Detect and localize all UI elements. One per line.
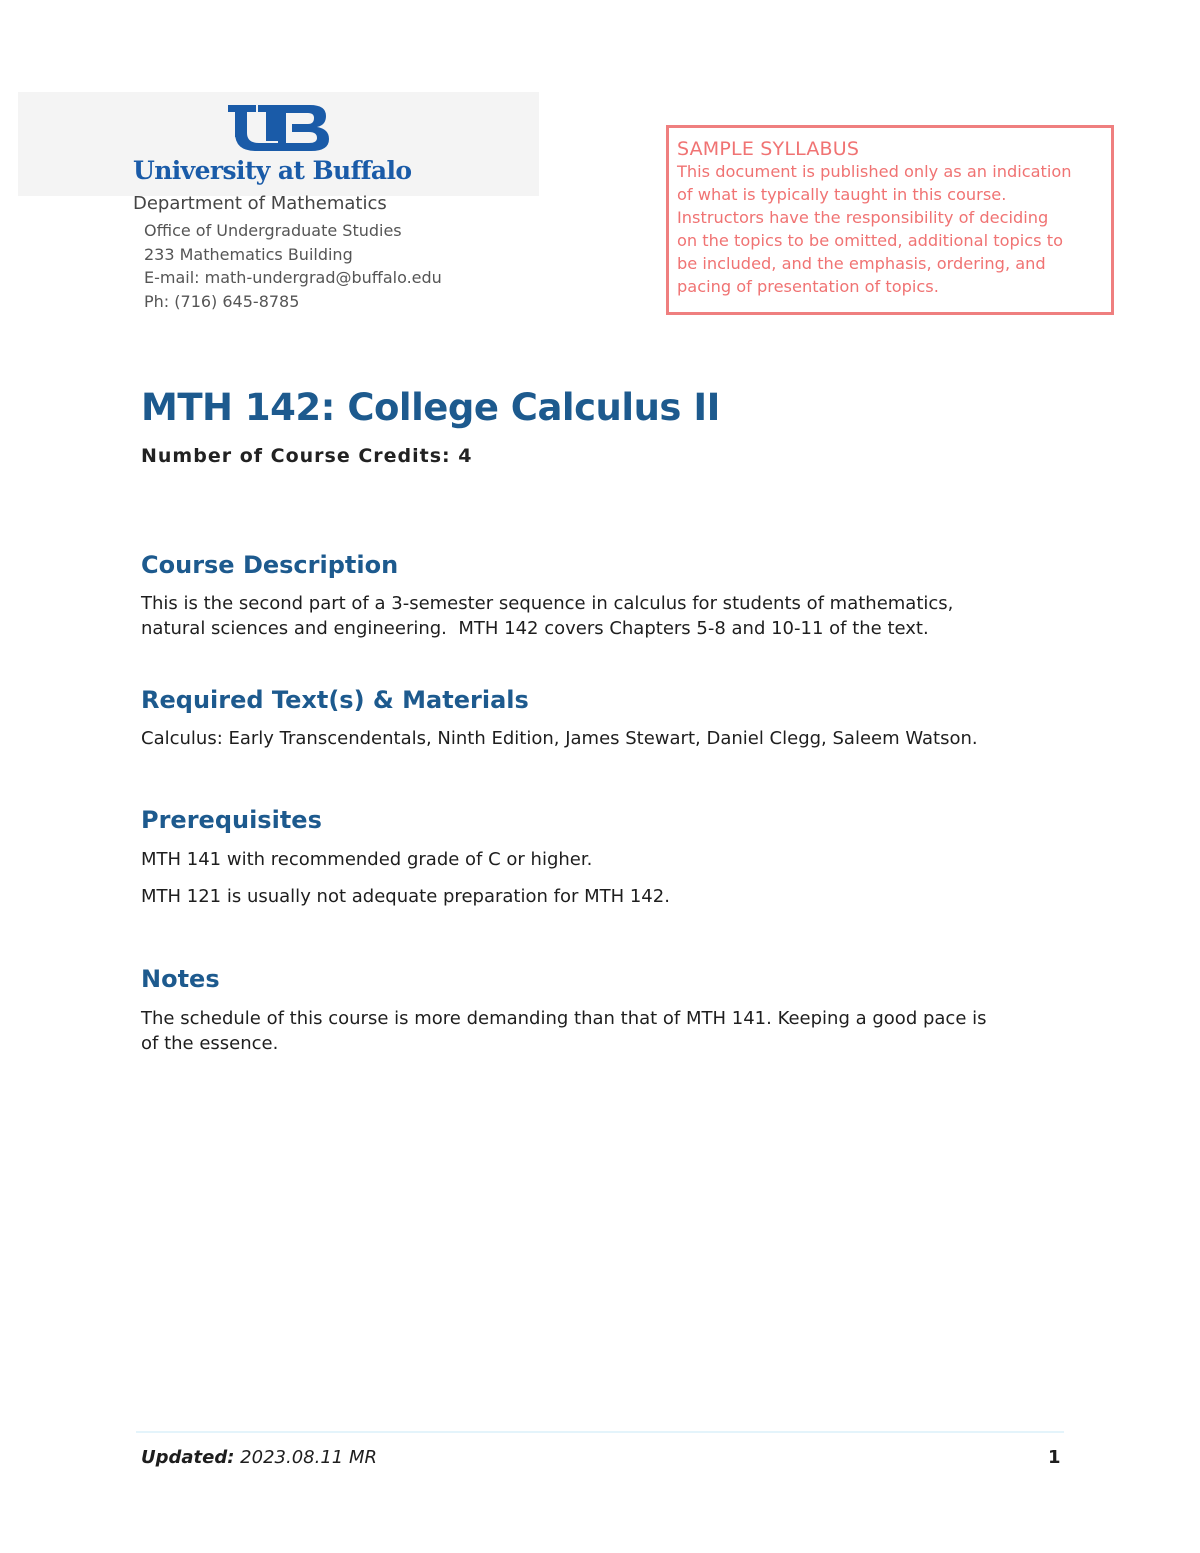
sample-syllabus-notice — [666, 125, 1114, 315]
required-texts-heading: Required Text(s) & Materials — [141, 686, 529, 714]
contact-block — [144, 219, 442, 313]
office-phone: Ph: (716) 645-8785 — [144, 291, 300, 311]
notice-line: Instructors have the responsibility of deciding — [677, 208, 1049, 227]
footer-updated — [141, 1447, 377, 1468]
office-name: Office of Undergraduate Studies — [144, 221, 402, 240]
prerequisite-line: MTH 121 is usually not adequate preparation for MTH 142. — [141, 886, 670, 907]
office-email[interactable]: E-mail: math-undergrad@buffalo.edu — [144, 268, 442, 287]
paragraph-line: natural sciences and engineering. MTH 142 covers Chapters 5-8 and 10-11 of the text. — [141, 618, 929, 639]
notice-line: on the topics to be omitted, additional topics to — [677, 231, 1063, 250]
course-description-text — [141, 591, 953, 641]
department-name: Department of Mathematics — [133, 193, 387, 214]
ub-logo-icon — [226, 103, 330, 155]
notice-line: pacing of presentation of topics. — [677, 277, 939, 296]
notice-line: of what is typically taught in this course. — [677, 185, 1007, 204]
university-name: University at Buffalo — [133, 156, 412, 185]
paragraph-line: The schedule of this course is more demanding than that of MTH 141. Keeping a good pace is — [141, 1008, 987, 1029]
notes-text — [141, 1006, 987, 1056]
page-number: 1 — [1048, 1447, 1061, 1468]
course-description-heading: Course Description — [141, 551, 399, 579]
paragraph-line: of the essence. — [141, 1033, 279, 1054]
prerequisites-heading: Prerequisites — [141, 806, 322, 834]
course-credits: Number of Course Credits: 4 — [141, 445, 473, 467]
notice-line: This document is published only as an indication — [677, 162, 1072, 181]
updated-label: Updated: — [141, 1447, 235, 1468]
paragraph-line: This is the second part of a 3-semester sequence in calculus for students of mathematics, — [141, 593, 954, 614]
notes-heading: Notes — [141, 965, 220, 993]
updated-value: 2023.08.11 MR — [234, 1447, 377, 1468]
course-title: MTH 142: College Calculus II — [141, 386, 720, 429]
required-texts-text: Calculus: Early Transcendentals, Ninth Edition, James Stewart, Daniel Clegg, Saleem Watson. — [141, 728, 978, 749]
prerequisite-line: MTH 141 with recommended grade of C or higher. — [141, 849, 593, 870]
footer-divider — [136, 1431, 1064, 1433]
office-address: 233 Mathematics Building — [144, 244, 353, 264]
notice-title: SAMPLE SYLLABUS — [677, 138, 860, 160]
notice-line: be included, and the emphasis, ordering, and — [677, 254, 1046, 273]
